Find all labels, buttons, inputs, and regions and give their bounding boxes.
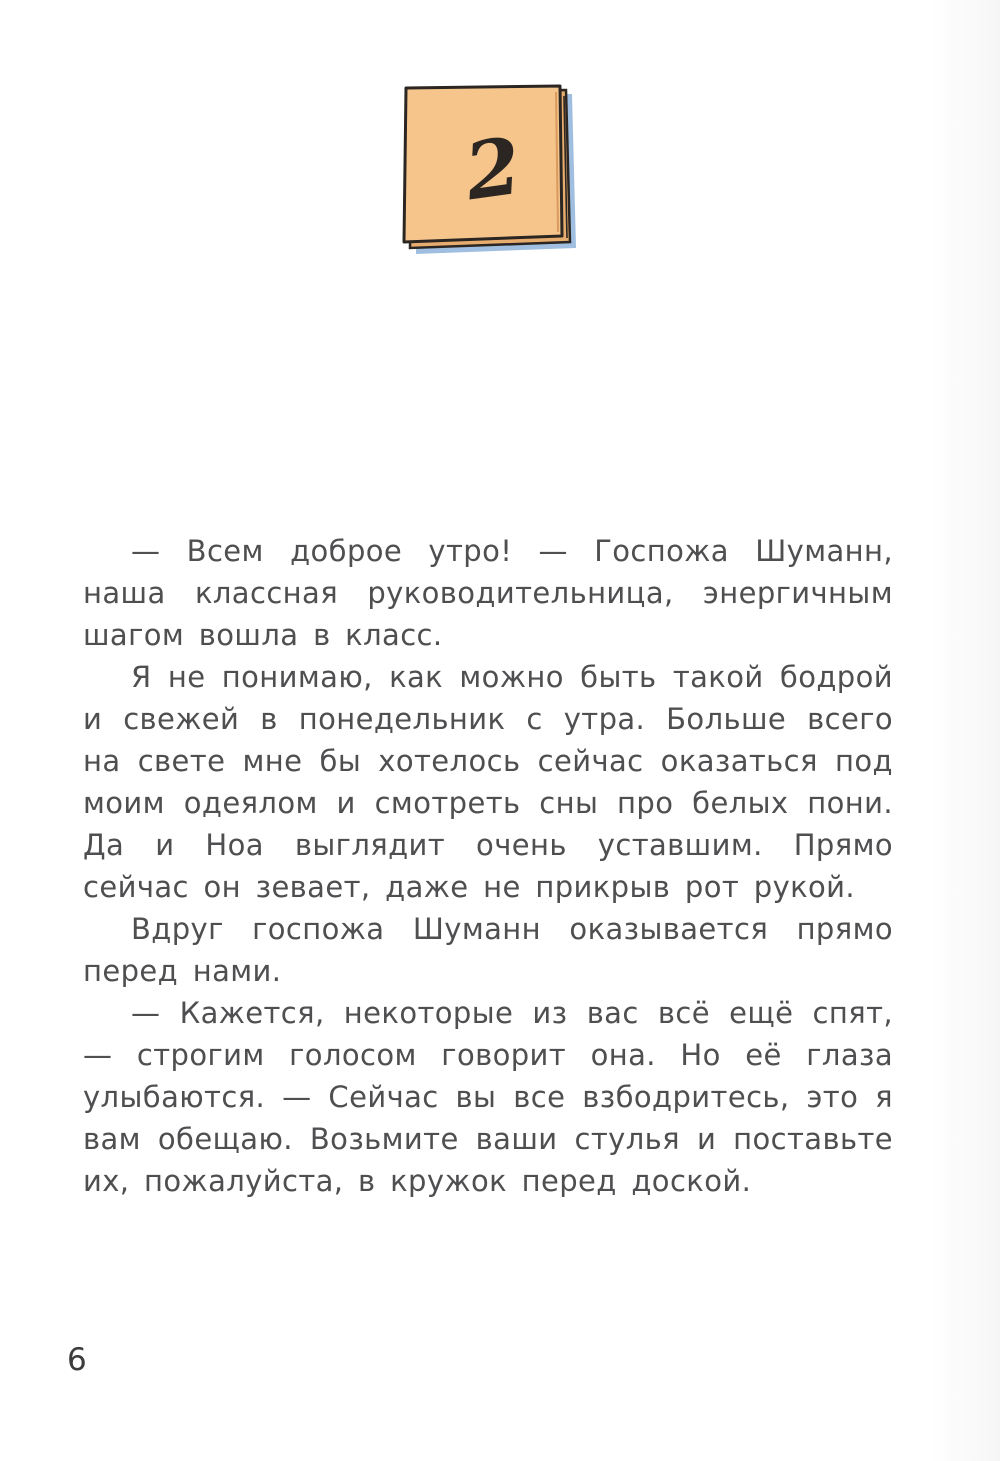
page-edge-shade	[930, 0, 1000, 1461]
paragraph: — Кажется, некоторые из вас всё ещё спят, — строгим голосом говорит она. Но её глаза улыбаются. — Сейчас вы все взбодритесь, это я вам обещаю. Возьмите ваши стулья и поставьте их, пожалуйста, в кружок перед доской.	[83, 996, 893, 1198]
paragraph: — Всем доброе утро! — Госпожа Шуманн, наша классная руководительница, энергичным шагом вошла в класс.	[83, 534, 893, 652]
chapter-number: 2	[459, 120, 527, 218]
paragraph: Я не понимаю, как можно быть такой бодрой и свежей в понедельник с утра. Больше всего на свете мне бы хотелось сейчас оказаться под моим одеялом и смотреть сны про белых пони. Да и Ноа выглядит очень уставшим. Прямо сейчас он зевает, даже не прикрыв рот рукой.	[83, 660, 893, 904]
paragraph: Вдруг госпожа Шуманн оказывается прямо перед нами.	[83, 912, 893, 988]
story-text	[83, 530, 893, 1202]
chapter-badge	[396, 78, 586, 268]
page-number: 6	[67, 1342, 87, 1378]
